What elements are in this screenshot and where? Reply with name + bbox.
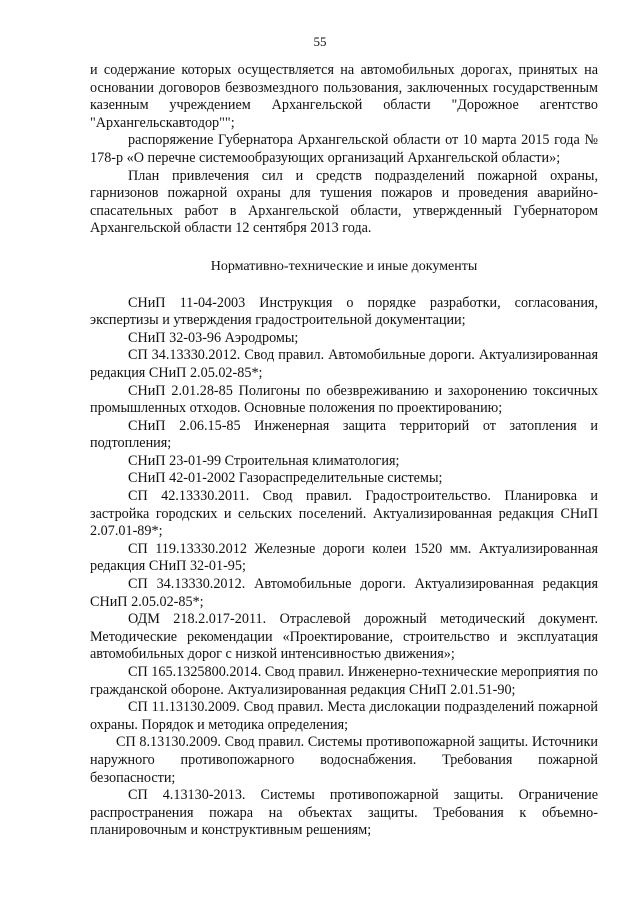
list-item: СП 34.13330.2012. Свод правил. Автомобильные дороги. Актуализированная редакция СНиП 2.05.02-85*; — [90, 347, 598, 381]
list-item: ОДМ 218.2.017-2011. Отраслевой дорожный методический документ. Методические рекомендации «Проектирование, строительство и эксплуатация автомобильных дорог с низкой интенсивностью движения»; — [90, 611, 598, 663]
list-item: СП 4.13130-2013. Системы противопожарной защиты. Ограничение распространения пожара на объектах защиты. Требования к объемно-планировочным и конструктивным решениям; — [90, 787, 598, 839]
list-item: СНиП 2.01.28-85 Полигоны по обезвреживанию и захоронению токсичных промышленных отходов. Основные положения по проектированию; — [90, 382, 598, 417]
list-item: СП 8.13130.2009. Свод правил. Системы противопожарной защиты. Источники наружного противопожарного водоснабжения. Требования пожарной безопасности; — [90, 734, 598, 786]
list-item: СНиП 11-04-2003 Инструкция о порядке разработки, согласования, экспертизы и утверждения градостроительной документации; — [90, 294, 598, 329]
list-item: СП 42.13330.2011. Свод правил. Градостроительство. Планировка и застройка городских и сельских поселений. Актуализированная редакция СНиП 2.07.01-89*; — [90, 488, 598, 540]
section-heading: Нормативно-технические и иные документы — [210, 258, 478, 274]
paragraph: распоряжение Губернатора Архангельской области от 10 марта 2015 года № 178-р «О перечне системообразующих организаций Архангельской области»; — [90, 132, 598, 166]
list-item: СП 11.13130.2009. Свод правил. Места дислокации подразделений пожарной охраны. Порядок и методика определения; — [90, 699, 598, 733]
list-item: СП 34.13330.2012. Автомобильные дороги. Актуализированная редакция СНиП 2.05.02-85*; — [90, 576, 598, 610]
list-item: СП 165.1325800.2014. Свод правил. Инженерно-технические мероприятия по гражданской обороне. Актуализированная редакция СНиП 2.01.51-90; — [90, 664, 598, 698]
paragraph: и содержание которых осуществляется на автомобильных дорогах, принятых на основании договоров безвозмездного пользования, заключенных государственным казенным учреждением Архангельской области "Дорожное агентство "Архангельскавтодор""; — [90, 62, 598, 131]
list-item: СНиП 2.06.15-85 Инженерная защита территорий от затопления и подтопления; — [90, 417, 598, 452]
list-item: СНиП 23-01-99 Строительная климатология; — [128, 452, 400, 469]
list-item: СНиП 32-03-96 Аэродромы; — [128, 329, 299, 346]
paragraph: План привлечения сил и средств подразделений пожарной охраны, гарнизонов пожарной охраны для тушения пожаров и проведения аварийно-спасательных работ в Архангельской области, утвержденный Губернатором Архангельской области 12 сентября 2013 года. — [90, 167, 598, 237]
list-item: СП 119.13330.2012 Железные дороги колеи 1520 мм. Актуализированная редакция СНиП 32-01-95; — [90, 540, 598, 575]
document-body — [90, 62, 598, 840]
page-number: 55 — [313, 34, 327, 49]
list-item: СНиП 42-01-2002 Газораспределительные системы; — [128, 470, 443, 487]
